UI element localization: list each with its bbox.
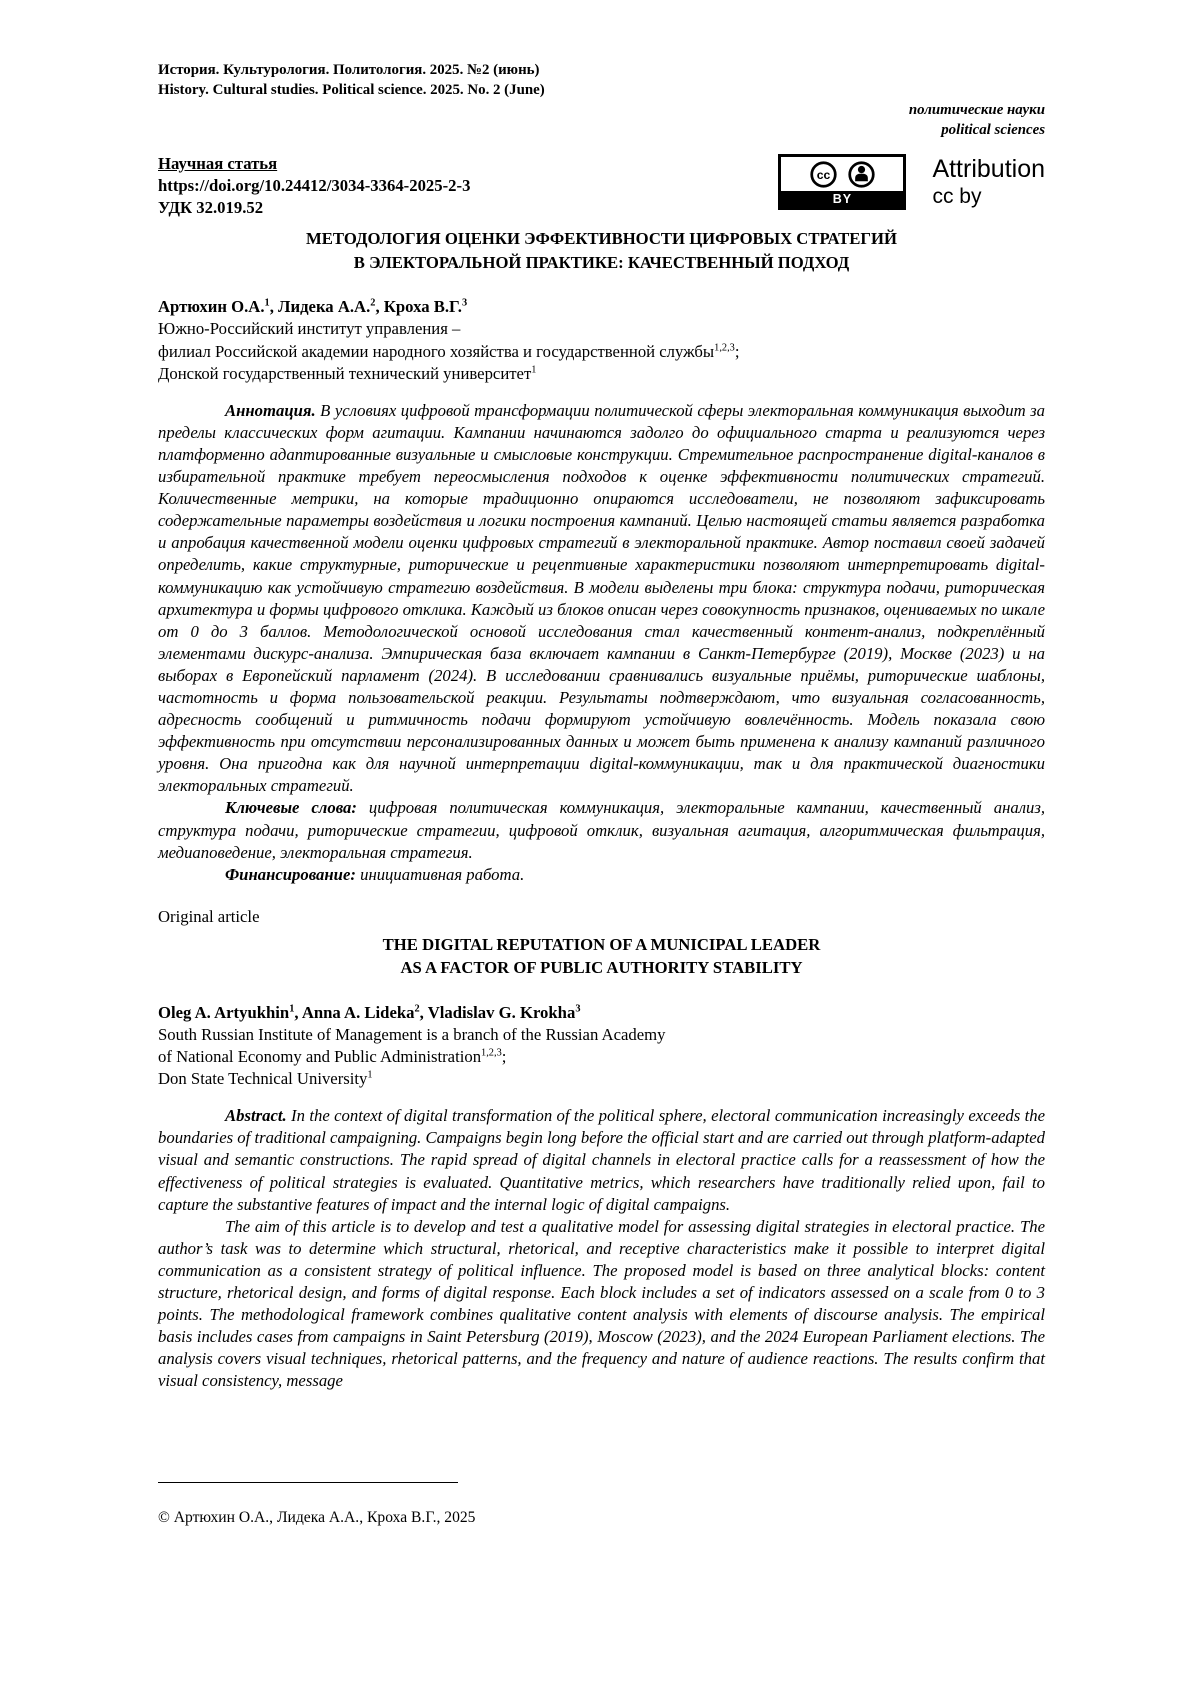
abstract-ru-label: Аннотация. [225, 400, 316, 420]
author-affil-ref: 3 [575, 1003, 581, 1015]
affiliation-text: филиал Российской академии народного хозяйства и государственной службы [158, 341, 715, 361]
affiliation-text: Don State Technical University [158, 1069, 368, 1089]
author-name: Oleg A. Artyukhin [158, 1002, 290, 1022]
funding-ru-text: инициативная работа. [355, 864, 525, 884]
cc-by-label: BY [781, 191, 903, 207]
affiliation-en-line3 [158, 1068, 1045, 1090]
authors-ru [158, 296, 1045, 318]
footnote-separator [158, 1482, 458, 1483]
author-affil-ref: 1 [264, 297, 270, 309]
affiliation-en-line1: South Russian Institute of Management is a branch of the Russian Academy [158, 1025, 666, 1045]
keywords-ru-label: Ключевые слова: [225, 798, 357, 818]
license-block [778, 154, 1045, 210]
udc-code: УДК 32.019.52 [158, 197, 264, 217]
cc-badge-icons [781, 157, 903, 191]
svg-text:cc: cc [816, 168, 831, 183]
affiliation-ru-line1: Южно-Российский институт управления – [158, 319, 461, 339]
abstract-en-label: Abstract. [225, 1106, 287, 1126]
title-ru-line2: В ЭЛЕКТОРАЛЬНОЙ ПРАКТИКЕ: КАЧЕСТВЕННЫЙ ПОДХОД [353, 252, 850, 272]
title-en-line1: THE DIGITAL REPUTATION OF A MUNICIPAL LEADER [382, 934, 821, 954]
affiliation-ru-line2 [158, 341, 1045, 363]
section-label-ru: политические науки [908, 102, 1045, 118]
article-meta-row [158, 153, 1045, 218]
author-affil-ref: 2 [370, 297, 376, 309]
title-en-line2: AS A FACTOR OF PUBLIC AUTHORITY STABILITY [400, 958, 803, 978]
abstract-ru [158, 400, 1045, 798]
journal-header [158, 60, 1045, 140]
affiliation-ref: 1,2,3 [714, 342, 735, 354]
authors-en [158, 1002, 1045, 1024]
author-name: , Vladislav G. Krokha [419, 1002, 576, 1022]
author-affil-ref: 1 [289, 1003, 295, 1015]
keywords-ru-text: цифровая политическая коммуникация, электоральные кампании, качественный анализ, структура подачи, риторические стратегии, цифровой отклик, визуальная агитация, алгоритмическая фильтрация, медиаповедение, электоральная стратегия. [158, 798, 1045, 862]
license-short: cc by [932, 185, 982, 208]
article-title-ru [158, 227, 1045, 274]
affiliation-en-line2 [158, 1046, 1045, 1068]
keywords-ru [158, 797, 1045, 863]
funding-ru-label: Финансирование: [225, 864, 356, 884]
affiliation-text: Донской государственный технический университет [158, 363, 532, 383]
title-ru-line1: МЕТОДОЛОГИЯ ОЦЕНКИ ЭФФЕКТИВНОСТИ ЦИФРОВЫХ СТРАТЕГИЙ [306, 229, 897, 249]
cc-license-badge [778, 154, 906, 210]
copyright-line: © Артюхин О.А., Лидека А.А., Кроха В.Г., 2025 [158, 1509, 476, 1526]
journal-title-en: History. Cultural studies. Political science. 2025. No. 2 (June) [158, 82, 545, 98]
affiliation-tail: ; [734, 341, 740, 361]
affiliation-ru-line3 [158, 363, 1045, 385]
article-meta [158, 153, 470, 218]
author-name: , Anna A. Lideka [294, 1002, 415, 1022]
author-affil-ref: 3 [461, 297, 468, 309]
doi-link[interactable]: https://doi.org/10.24412/3034-3364-2025-2-3 [158, 175, 471, 195]
article-type-ru: Научная статья [158, 154, 278, 173]
abstract-ru-text: В условиях цифровой трансформации политической сферы электоральная коммуникация выходит за пределы классических форм агитации. Кампании начинаются задолго до официального старта и реализуются через платформенно адаптированные визуальные и смысловые конструкции. Стремительное распространение digital-каналов в избирательной практике требует переосмысления подходов к оценке эффективности политических стратегий. Количественные метрики, на которые традиционно опираются исследователи, не позволяют зафиксировать содержательные параметры воздействия и логики построения кампаний. Целью настоящей статьи является разработка и апробация качественной модели оценки цифровых стратегий в электоральной практике. Автор поставил своей задачей определить, какие структурные, риторические и рецептивные характеристики позволяют интерпретировать digital-коммуникацию как устойчивую стратегию воздействия. В модели выделены три блока: структура подачи, риторическая архитектура и формы цифрового отклика. Каждый из блоков описан через совокупность признаков, оцениваемых по шкале от 0 до 3 баллов. Методологической основой исследования стал качественный контент-анализ, подкреплённый элементами дискурс-анализа. Эмпирическая база включает кампании в Санкт-Петербурге (2019), Москве (2023) и на выборах в Европейский парламент (2024). В исследовании сравнивались визуальные приёмы, риторические шаблоны, частотность и форма пользовательской реакции. Результаты подтверждают, что визуальная согласованность, адресность сообщений и ритмичность подачи формируют устойчивую вовлечённость. Модель показала свою эффективность при отсутствии персонализированных данных и может быть применена к анализу кампаний различного уровня. Она пригодна как для научной интерпретации digital-коммуникации, так и для практической диагностики электоральных стратегий. [158, 400, 1045, 796]
author-name: , Лидека А.А. [269, 297, 371, 317]
abstract-en-p2: The aim of this article is to develop and test a qualitative model for assessing digital strategies in electoral practice. The author’s task was to determine which structural, rhetorical, and receptive characteristics make it possible to interpret digital communication as a consistent strategy of political influence. The proposed model is based on three analytical blocks: content structure, rhetorical design, and forms of digital response. Each block includes a set of indicators assessed on a scale from 0 to 3 points. The methodological framework combines qualitative content analysis with elements of discourse analysis. The empirical basis includes cases from campaigns in Saint Petersburg (2019), Moscow (2023), and the 2024 European Parliament elections. The analysis covers visual techniques, rhetorical patterns, and the frequency and nature of audience reactions. The results confirm that visual consistency, message [158, 1216, 1045, 1391]
article-type-en: Original article [158, 906, 260, 926]
affiliation-ref: 1,2,3 [481, 1047, 502, 1059]
license-name: Attribution [932, 155, 1045, 183]
funding-ru [158, 864, 1045, 886]
abstract-en-text: In the context of digital transformation of the political sphere, electoral communication increasingly exceeds the boundaries of traditional campaigning. Campaigns begin long before the official start and are carried out through platform-adapted visual and semantic constructions. The rapid spread of digital channels in electoral practice calls for a reassessment of how the effectiveness of political strategies is evaluated. Quantitative metrics, which researchers have traditionally relied upon, fail to capture the substantive features of impact and the internal logic of digital campaigns. [158, 1106, 1045, 1214]
journal-title-ru: История. Культурология. Политология. 2025. №2 (июнь) [158, 62, 540, 78]
article-title-en [158, 933, 1045, 980]
page-footer [158, 1482, 475, 1529]
affiliation-text: of National Economy and Public Administration [158, 1047, 482, 1067]
affiliation-tail: ; [501, 1047, 507, 1067]
section-label-en: political sciences [941, 122, 1045, 138]
license-text [932, 154, 1045, 210]
person-icon [847, 160, 876, 189]
affiliation-ref: 1 [531, 364, 537, 376]
author-name: , Кроха В.Г. [375, 297, 462, 317]
abstract-en-p1 [158, 1105, 1045, 1215]
author-affil-ref: 2 [414, 1003, 420, 1015]
affiliation-ref: 1 [367, 1069, 373, 1081]
author-name: Артюхин О.А. [158, 297, 265, 317]
cc-icon [809, 160, 838, 189]
